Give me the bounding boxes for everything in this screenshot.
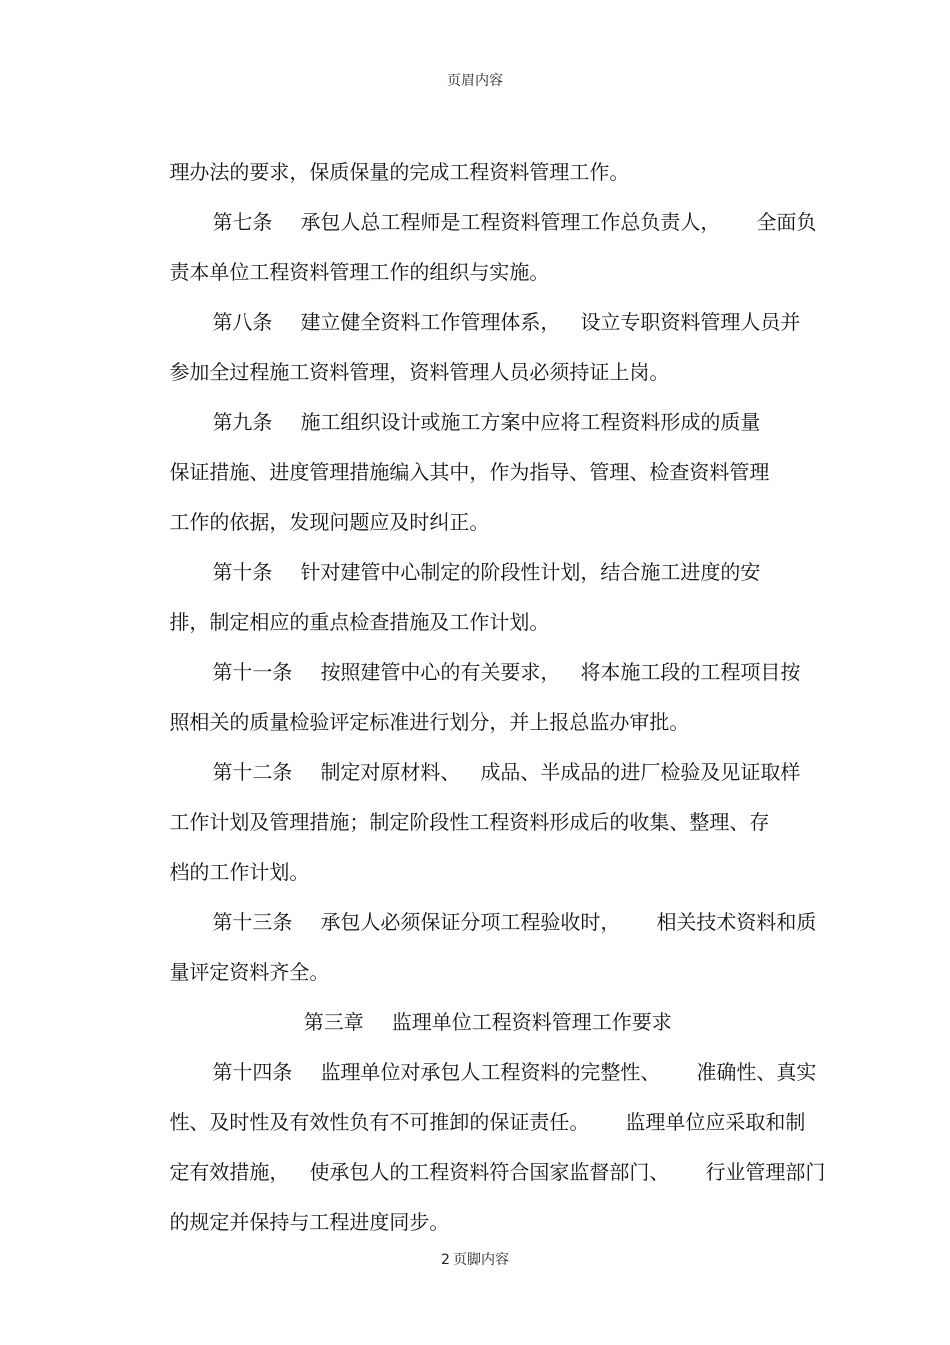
text-segment: 行业管理部门 <box>705 1160 826 1184</box>
text-segment: 监理单位对承包人工程资料的完整性、 <box>320 1060 661 1084</box>
text-segment: 量评定资料齐全。 <box>169 960 330 984</box>
text-segment: 设立专职资料管理人员并 <box>580 310 801 334</box>
text-segment: 承包人必须保证分项工程验收时， <box>320 910 621 934</box>
text-segment: 按照建管中心的有关要求， <box>320 660 561 684</box>
text-segment: 理办法的要求，保质保量的完成工程资料管理工作。 <box>169 160 630 184</box>
text-segment: 照相关的质量检验评定标准进行划分，并上报总监办审批。 <box>169 710 690 734</box>
text-segment: 保证措施、进度管理措施编入其中，作为指导、管理、检查资料管理 <box>169 460 770 484</box>
text-segment: 使承包人的工程资料符合国家监督部门、 <box>309 1160 670 1184</box>
text-segment: 定有效措施， <box>169 1160 290 1184</box>
article-label: 第十二条 <box>212 760 293 784</box>
text-segment: 制定对原材料、 <box>320 760 461 784</box>
article-label: 第十条 <box>212 560 273 584</box>
article-label: 第八条 <box>212 310 273 334</box>
text-segment: 准确性、真实 <box>696 1060 817 1084</box>
chapter-title: 监理单位工程资料管理工作要求 <box>391 1010 672 1034</box>
article-label: 第七条 <box>212 210 273 234</box>
page-number: 2 <box>441 1252 450 1268</box>
text-segment: 排，制定相应的重点检查措施及工作计划。 <box>169 610 550 634</box>
page-footer-text: 页脚内容 <box>452 1252 509 1268</box>
article-label: 第九条 <box>212 410 273 434</box>
text-segment: 监理单位应采取和制 <box>625 1110 806 1134</box>
text-segment: 成品、半成品的进厂检验及见证取样 <box>480 760 801 784</box>
text-segment: 将本施工段的工程项目按 <box>580 660 801 684</box>
article-label: 第十一条 <box>212 660 293 684</box>
text-segment: 责本单位工程资料管理工作的组织与实施。 <box>169 260 550 284</box>
text-segment: 全面负 <box>756 210 817 234</box>
text-segment: 工作的依据，发现问题应及时纠正。 <box>169 510 490 534</box>
text-segment: 的规定并保持与工程进度同步。 <box>169 1210 450 1234</box>
text-segment: 档的工作计划。 <box>169 860 310 884</box>
text-segment: 建立健全资料工作管理体系， <box>300 310 561 334</box>
page-header <box>0 70 950 90</box>
text-segment: 承包人总工程师是工程资料管理工作总负责人， <box>300 210 721 234</box>
text-segment: 性、及时性及有效性负有不可推卸的保证责任。 <box>169 1110 590 1134</box>
chapter-label: 第三章 <box>303 1010 364 1034</box>
text-segment: 针对建管中心制定的阶段性计划，结合施工进度的安 <box>300 560 761 584</box>
page-footer <box>0 1249 950 1269</box>
text-segment: 参加全过程施工资料管理，资料管理人员必须持证上岗。 <box>169 360 670 384</box>
article-label: 第十三条 <box>212 910 293 934</box>
article-label: 第十四条 <box>212 1060 293 1084</box>
text-segment: 施工组织设计或施工方案中应将工程资料形成的质量 <box>300 410 761 434</box>
text-segment: 工作计划及管理措施；制定阶段性工程资料形成后的收集、整理、存 <box>169 810 770 834</box>
page-header-text: 页眉内容 <box>447 73 503 89</box>
text-segment: 相关技术资料和质 <box>656 910 817 934</box>
